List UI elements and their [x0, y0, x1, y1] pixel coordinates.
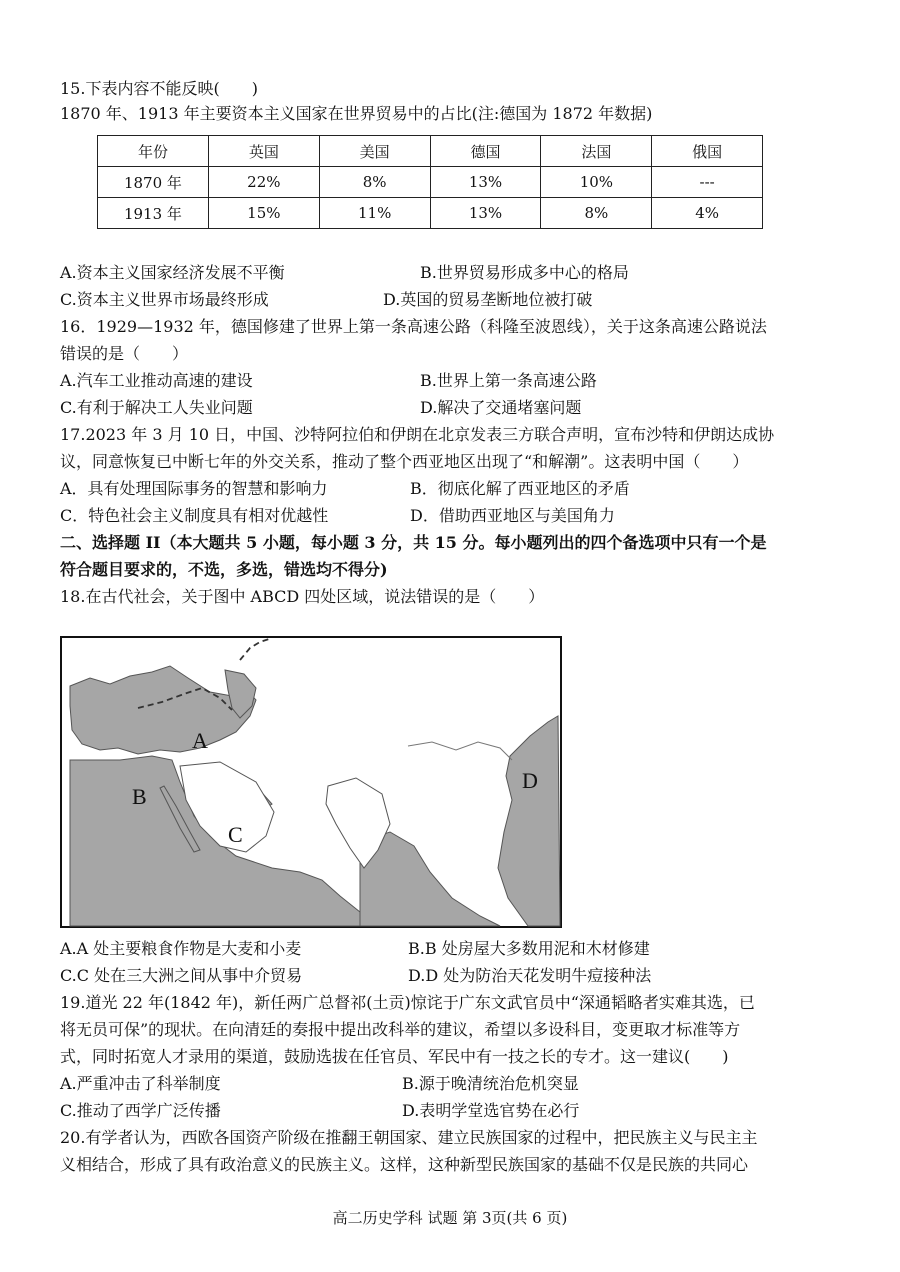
map-label-a: A [192, 728, 208, 753]
q19-stem-line1: 19.道光 22 年(1842 年)，新任两广总督祁(土贡)惊诧于广东文武官员中“深通韬略者实难其选，已 [60, 993, 755, 1012]
q17-option-d: D．借助西亚地区与美国角力 [410, 506, 615, 525]
q15-option-b: B.世界贸易形成多中心的格局 [420, 263, 629, 282]
table-header-cell: 德国 [430, 136, 541, 167]
trade-share-table [97, 135, 763, 229]
section-heading-line2: 符合题目要求的，不选，多选，错选均不得分) [60, 560, 388, 579]
q19-option-d: D.表明学堂选官势在必行 [402, 1101, 580, 1120]
ancient-world-map [60, 636, 562, 928]
q18-option-b: B.B 处房屋大多数用泥和木材修建 [408, 939, 650, 958]
q19-option-b: B.源于晚清统治危机突显 [402, 1074, 579, 1093]
q17-option-b: B．彻底化解了西亚地区的矛盾 [410, 479, 630, 498]
q18-option-d: D.D 处为防治天花发明牛痘接种法 [408, 966, 652, 985]
q16-option-b: B.世界上第一条高速公路 [420, 371, 597, 390]
table-cell: 1870 年 [98, 167, 209, 198]
table-header-cell: 美国 [319, 136, 430, 167]
table-cell: 1913 年 [98, 198, 209, 229]
q18-stem: 18.在古代社会，关于图中 ABCD 四处区域，说法错误的是（ ） [60, 587, 545, 606]
q19-option-a: A.严重冲击了科举制度 [60, 1074, 221, 1093]
q17-option-c: C．特色社会主义制度具有相对优越性 [60, 506, 329, 525]
table-cell: 13% [430, 198, 541, 229]
table-cell: 15% [208, 198, 319, 229]
map-label-d: D [522, 768, 538, 793]
table-header-cell: 俄国 [652, 136, 763, 167]
map-label-b: B [132, 784, 147, 809]
table-row [98, 167, 763, 198]
q16-option-c: C.有利于解决工人失业问题 [60, 398, 253, 417]
q16-option-a: A.汽车工业推动高速的建设 [60, 371, 253, 390]
q16-option-d: D.解决了交通堵塞问题 [420, 398, 582, 417]
table-cell: 10% [541, 167, 652, 198]
q20-line2: 义相结合，形成了具有政治意义的民族主义。这样，这种新型民族国家的基础不仅是民族的共同心 [60, 1155, 749, 1174]
table-cell: 8% [319, 167, 430, 198]
table-cell: 11% [319, 198, 430, 229]
q16-stem-line2: 错误的是（ ） [60, 344, 189, 363]
table-cell: 13% [430, 167, 541, 198]
q17-stem-line2: 议，同意恢复已中断七年的外交关系，推动了整个西亚地区出现了“和解潮”。这表明中国（ ） [60, 452, 749, 471]
q17-stem-line1: 17.2023 年 3 月 10 日，中国、沙特阿拉伯和伊朗在北京发表三方联合声明，宣布沙特和伊朗达成协 [60, 425, 775, 444]
q18-option-a: A.A 处主要粮食作物是大麦和小麦 [60, 939, 302, 958]
section-heading-line1: 二、选择题 II（本大题共 5 小题，每小题 3 分，共 15 分。每小题列出的四个备选项中只有一个是 [60, 533, 767, 552]
q18-option-c: C.C 处在三大洲之间从事中介贸易 [60, 966, 303, 985]
table-cell: --- [652, 167, 763, 198]
map-label-c: C [228, 822, 243, 847]
q19-stem-line3: 式，同时拓宽人才录用的渠道，鼓励选拔在任官员、军民中有一技之长的专才。这一建议( ) [60, 1047, 729, 1066]
q15-option-d: D.英国的贸易垄断地位被打破 [383, 290, 593, 309]
table-row [98, 198, 763, 229]
table-header-cell: 法国 [541, 136, 652, 167]
q15-stem: 15.下表内容不能反映( ) [60, 79, 258, 98]
q19-stem-line2: 将无员可保”的现状。在向清廷的奏报中提出改科举的建议，希望以多设科目，变更取才标准等方 [60, 1020, 741, 1039]
q15-option-a: A.资本主义国家经济发展不平衡 [60, 263, 285, 282]
table-header-row [98, 136, 763, 167]
q20-line1: 20.有学者认为，西欧各国资产阶级在推翻王朝国家、建立民族国家的过程中，把民族主义与民主主 [60, 1128, 758, 1147]
table-header-cell: 英国 [208, 136, 319, 167]
table-cell: 8% [541, 198, 652, 229]
table-cell: 22% [208, 167, 319, 198]
table-header-cell: 年份 [98, 136, 209, 167]
q17-option-a: A．具有处理国际事务的智慧和影响力 [60, 479, 328, 498]
q19-option-c: C.推动了西学广泛传播 [60, 1101, 221, 1120]
q15-table-caption: 1870 年、1913 年主要资本主义国家在世界贸易中的占比(注:德国为 1872 年数据) [60, 104, 653, 123]
q15-option-c: C.资本主义世界市场最终形成 [60, 290, 269, 309]
page-footer: 高二历史学科 试题 第 3页(共 6 页) [332, 1209, 568, 1227]
table-cell: 4% [652, 198, 763, 229]
q16-stem-line1: 16．1929—1932 年，德国修建了世界上第一条高速公路（科隆至波恩线），关于这条高速公路说法 [60, 317, 767, 336]
